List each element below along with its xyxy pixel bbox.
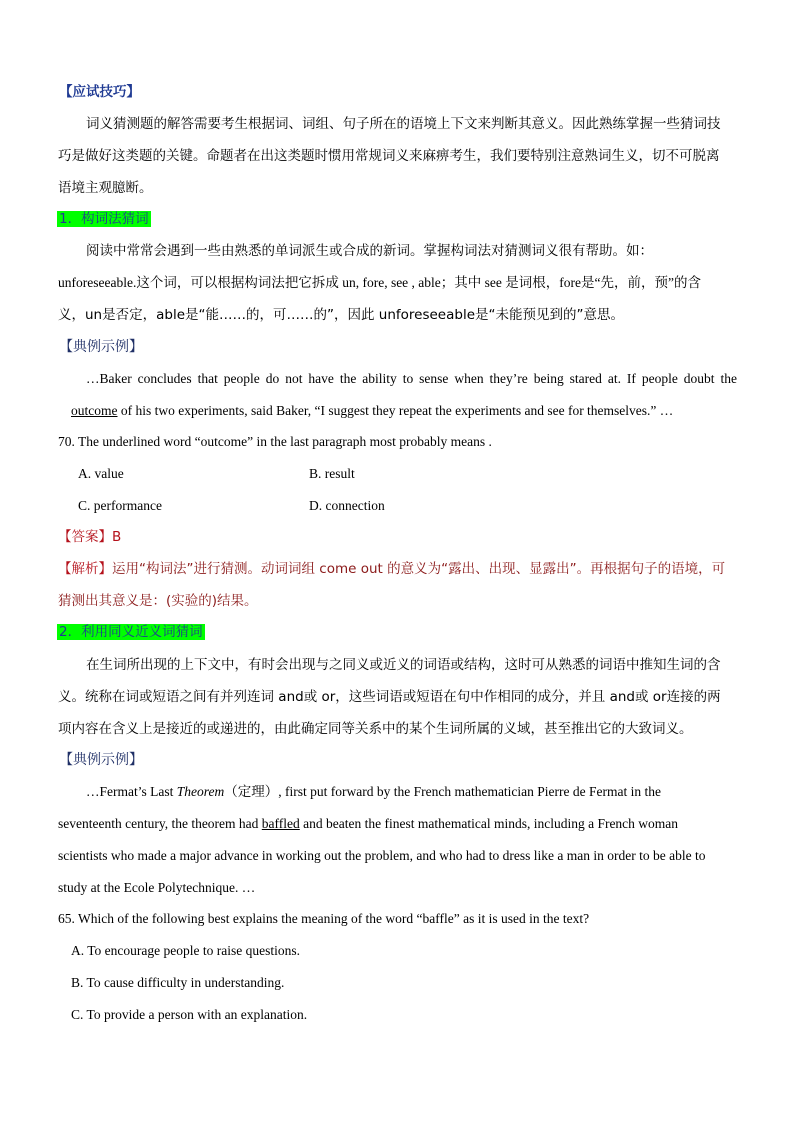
analysis-70-line-2: 猜测出其意义是：(实验的)结果。 xyxy=(58,593,258,609)
passage-text: and beaten the finest mathematical minds, including a French woman xyxy=(299,816,679,831)
option-70-d: D. connection xyxy=(309,498,385,513)
answer-70: 【答案】B xyxy=(58,529,122,545)
tips-paragraph-line-1: 词义猜测题的解答需要考生根据词、词组、句子所在的语境上下文来判断其意义。因此熟练掌握一些猜词技 xyxy=(86,116,721,132)
option-70-c: C. performance xyxy=(78,498,162,513)
section-1-line-1: 阅读中常常会遇到一些由熟悉的单词派生或合成的新词。掌握构词法对猜测词义很有帮助。如： xyxy=(86,243,653,259)
tips-heading: 【应试技巧】 xyxy=(59,84,140,100)
underlined-word-baffled: baffled xyxy=(261,816,300,831)
section-1-passage-line-2-rest: of his two experiments, said Baker, “I suggest they repeat the experiments and see for themselves.” … xyxy=(117,403,674,418)
section-2-passage-line-1 xyxy=(86,782,737,802)
section-2-line-1: 在生词所出现的上下文中，有时会出现与之同义或近义的词语或结构，这时可从熟悉的词语中推知生词的含 xyxy=(86,657,721,673)
section-1-heading-wrap xyxy=(57,209,151,230)
italic-word-theorem: Theorem xyxy=(176,784,225,799)
section-2-passage-line-3: scientists who made a major advance in working out the problem, and who had to dress like a man in order to be able to xyxy=(58,848,706,863)
analysis-70-text-1: 运用“构词法”进行猜测。动词词组 come out 的意义为“露出、出现、显露出”。再根据句子的语境，可 xyxy=(112,561,726,577)
option-65-b: B. To cause difficulty in understanding. xyxy=(71,975,285,990)
section-1-heading: 1．构词法猜词 xyxy=(59,211,149,227)
section-1-line-2: unforeseeable.这个词，可以根据构词法把它拆成 un, fore, see , able；其中 see 是词根，fore是“先，前，预”的含 xyxy=(58,275,701,290)
section-2-heading: 2．利用同义近义词猜词 xyxy=(59,624,203,640)
section-1-example-heading: 【典例示例】 xyxy=(59,339,143,355)
underlined-word-outcome: outcome xyxy=(71,403,118,418)
passage-text: （定理）, first put forward by the French mathematician Pierre de Fermat in the xyxy=(224,784,662,799)
question-70: 70. The underlined word “outcome” in the last paragraph most probably means . xyxy=(58,434,492,449)
section-1-passage-line-2 xyxy=(71,401,673,421)
tips-paragraph-line-3: 语境主观臆断。 xyxy=(58,180,153,196)
option-70-b: B. result xyxy=(309,466,355,481)
option-65-a: A. To encourage people to raise questions. xyxy=(71,943,300,958)
section-2-passage-line-2 xyxy=(58,814,678,834)
passage-text: …Fermat’s Last xyxy=(86,784,177,799)
section-2-example-heading: 【典例示例】 xyxy=(59,752,143,768)
section-2-line-2: 义。统称在词或短语之间有并列连词 and或 or，这些词语或短语在句中作相同的成分，并且 and或 or连接的两 xyxy=(58,689,721,705)
section-1-passage-line-1: …Baker concludes that people do not have the ability to sense when they’re being stared at. If people doubt the xyxy=(86,371,737,386)
option-65-c: C. To provide a person with an explanation. xyxy=(71,1007,308,1022)
section-1-line-3: 义，un是否定，able是“能……的，可……的”，因此 unforeseeable是“未能预见到的”意思。 xyxy=(58,307,625,323)
analysis-70-line-1 xyxy=(58,559,725,579)
section-2-heading-wrap xyxy=(57,622,205,643)
passage-text: seventeenth century, the theorem had xyxy=(58,816,262,831)
question-65: 65. Which of the following best explains the meaning of the word “baffle” as it is used in the text? xyxy=(58,911,590,926)
section-2-line-3: 项内容在含义上是接近的或递进的，由此确定同等关系中的某个生词所属的义域，甚至推出它的大致词义。 xyxy=(58,721,693,737)
tips-paragraph-line-2: 巧是做好这类题的关键。命题者在出这类题时惯用常规词义来麻痹考生，我们要特别注意熟词生义，切不可脱离 xyxy=(58,148,720,164)
option-70-a: A. value xyxy=(78,466,124,481)
section-2-passage-line-4: study at the Ecole Polytechnique. … xyxy=(58,880,256,895)
analysis-label: 【解析】 xyxy=(58,561,112,577)
